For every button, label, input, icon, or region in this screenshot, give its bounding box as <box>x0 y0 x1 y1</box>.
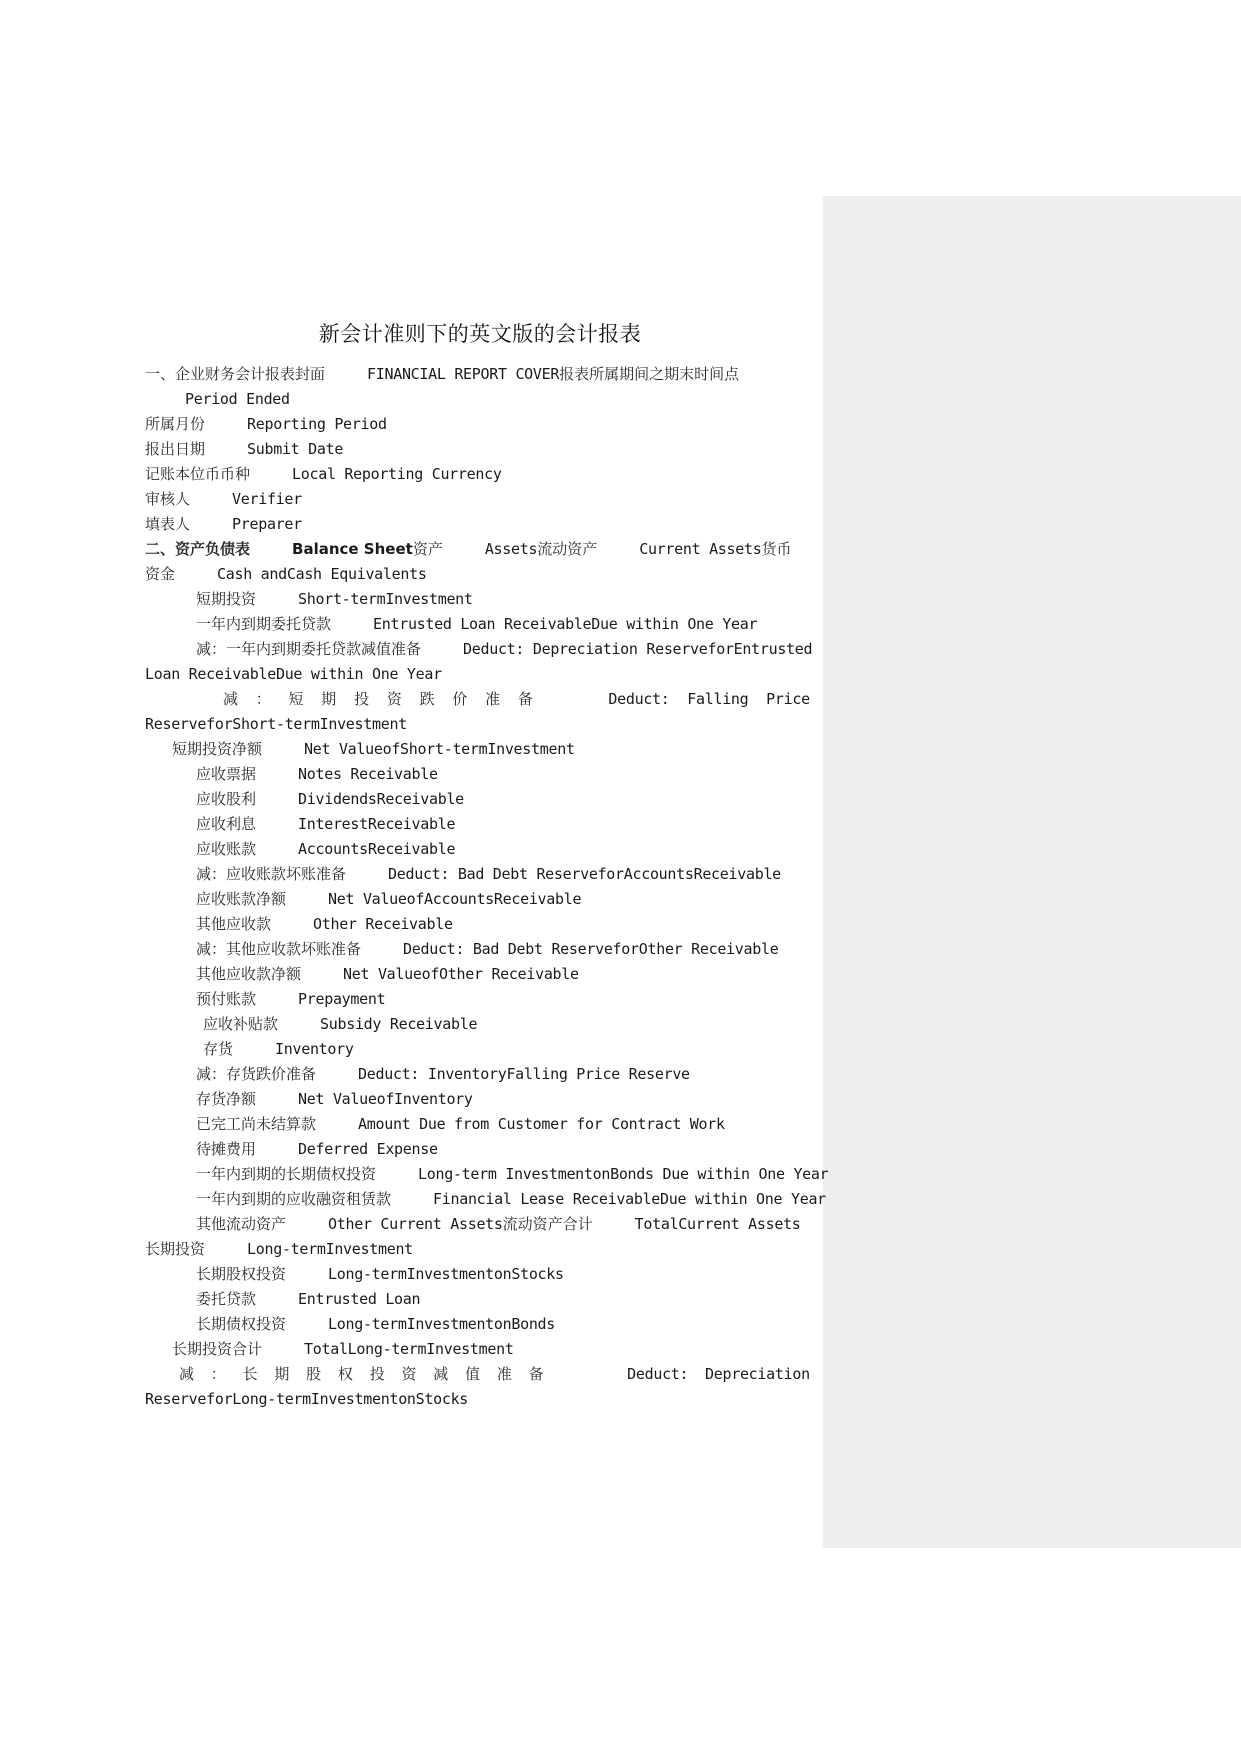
justified-char: 期 <box>321 690 337 708</box>
inventory-reserve-zh: 减：存货跌价准备 <box>196 1065 317 1083</box>
contract-work-zh: 已完工尚未结算款 <box>196 1115 317 1133</box>
justified-char: 投 <box>369 1365 385 1383</box>
lt-stocks-reserve-cont-line <box>145 1387 468 1412</box>
justified-char: 减 <box>433 1365 449 1383</box>
entrusted-loan-line <box>196 1287 420 1312</box>
total-lt-investment-line <box>172 1337 514 1362</box>
justified-char: 备 <box>528 1365 544 1383</box>
other-receivable-zh: 其他应收款 <box>196 915 272 933</box>
entrusted-loan-reserve-cont-en: Loan ReceivableDue within One Year <box>145 665 442 683</box>
verifier-line <box>145 487 302 512</box>
bonds-due-line <box>196 1162 828 1187</box>
inventory-reserve-en: Deduct: InventoryFalling Price Reserve <box>358 1065 690 1083</box>
interest-receivable-en: InterestReceivable <box>298 815 456 833</box>
bonds-due-zh: 一年内到期的长期债权投资 <box>196 1165 377 1183</box>
bad-debt-ar-line <box>196 862 781 887</box>
cover-period-zh: 报表所属期间之期末时间点 <box>559 365 740 383</box>
contract-work-en: Amount Due from Customer for Contract Work <box>358 1115 725 1133</box>
notes-receivable-en: Notes Receivable <box>298 765 438 783</box>
cash-zh-part1: 货币 <box>761 540 792 558</box>
justified-char: 价 <box>452 690 468 708</box>
submit-date-en: Submit Date <box>247 440 344 458</box>
net-ar-en: Net ValueofAccountsReceivable <box>328 890 582 908</box>
lease-due-en: Financial Lease ReceivableDue within One Year <box>433 1190 826 1208</box>
total-lt-investment-en: TotalLong-termInvestment <box>304 1340 514 1358</box>
long-term-investment-zh: 长期投资 <box>145 1240 206 1258</box>
interest-receivable-line <box>196 812 455 837</box>
inventory-zh: 存货 <box>203 1040 234 1058</box>
justified-char: ： <box>255 690 271 708</box>
lt-stocks-en: Long-termInvestmentonStocks <box>328 1265 564 1283</box>
submit-date-zh: 报出日期 <box>145 440 206 458</box>
net-ar-line <box>196 887 581 912</box>
accounts-receivable-zh: 应收账款 <box>196 840 257 858</box>
deferred-expense-line <box>196 1137 438 1162</box>
cash-en: Cash andCash Equivalents <box>217 565 427 583</box>
long-term-investment-en: Long-termInvestment <box>247 1240 413 1258</box>
entrusted-loan-due-line <box>196 612 757 637</box>
subsidy-zh: 应收补贴款 <box>203 1015 279 1033</box>
verifier-zh: 审核人 <box>145 490 191 508</box>
deferred-expense-zh: 待摊费用 <box>196 1140 257 1158</box>
net-short-term-line <box>172 737 575 762</box>
balance-sheet-en: Balance Sheet <box>292 540 413 558</box>
lt-stocks-line <box>196 1262 564 1287</box>
justified-char: 减 <box>223 690 239 708</box>
cash-line <box>145 562 427 587</box>
bad-debt-ar-zh: 减：应收账款坏账准备 <box>196 865 347 883</box>
justified-word: Price <box>766 690 810 708</box>
entrusted-loan-reserve-zh: 减：一年内到期委托贷款减值准备 <box>196 640 422 658</box>
preparer-line <box>145 512 302 537</box>
period-ended-line <box>185 387 290 412</box>
preparer-zh: 填表人 <box>145 515 191 533</box>
reporting-period-line <box>145 412 387 437</box>
entrusted-loan-en: Entrusted Loan <box>298 1290 421 1308</box>
entrusted-loan-due-en: Entrusted Loan ReceivableDue within One Year <box>373 615 758 633</box>
justified-word: Deduct: <box>608 690 670 708</box>
entrusted-loan-zh: 委托贷款 <box>196 1290 257 1308</box>
bad-debt-other-en: Deduct: Bad Debt ReserveforOther Receivable <box>403 940 779 958</box>
other-current-assets-zh: 其他流动资产 <box>196 1215 287 1233</box>
period-ended-en: Period Ended <box>185 390 290 408</box>
justified-char: 权 <box>337 1365 353 1383</box>
net-inventory-line <box>196 1087 473 1112</box>
net-other-line <box>196 962 579 987</box>
dividends-receivable-zh: 应收股利 <box>196 790 257 808</box>
dividends-receivable-en: DividendsReceivable <box>298 790 464 808</box>
contract-work-line <box>196 1112 725 1137</box>
lt-bonds-en: Long-termInvestmentonBonds <box>328 1315 556 1333</box>
justified-char: 期 <box>274 1365 290 1383</box>
lease-due-line <box>196 1187 826 1212</box>
net-short-term-en: Net ValueofShort-termInvestment <box>304 740 575 758</box>
justified-char: ： <box>210 1365 226 1383</box>
prepayment-line <box>196 987 385 1012</box>
net-short-term-zh: 短期投资净额 <box>172 740 263 758</box>
long-term-investment-line <box>145 1237 413 1262</box>
total-current-assets-en: TotalCurrent Assets <box>634 1215 801 1233</box>
interest-receivable-zh: 应收利息 <box>196 815 257 833</box>
balance-sheet-line <box>145 537 791 562</box>
short-term-investment-en: Short-termInvestment <box>298 590 473 608</box>
bonds-due-en: Long-term InvestmentonBonds Due within One Year <box>418 1165 829 1183</box>
page-title: 新会计准则下的英文版的会计报表 <box>318 322 642 346</box>
total-current-assets-zh: 流动资产合计 <box>502 1215 593 1233</box>
net-inventory-zh: 存货净额 <box>196 1090 257 1108</box>
balance-sheet-zh: 二、资产负债表 <box>145 540 251 558</box>
inventory-line <box>203 1037 354 1062</box>
net-inventory-en: Net ValueofInventory <box>298 1090 473 1108</box>
current-assets-en: Current Assets <box>639 540 762 558</box>
current-assets-zh: 流动资产 <box>537 540 598 558</box>
justified-char: 资 <box>401 1365 417 1383</box>
lt-stocks-reserve-cont-en: ReserveforLong-termInvestmentonStocks <box>145 1390 469 1408</box>
entrusted-loan-reserve-cont-line <box>145 662 442 687</box>
entrusted-loan-reserve-line <box>196 637 812 662</box>
justified-char: 投 <box>354 690 370 708</box>
other-current-assets-line <box>196 1212 801 1237</box>
justified-word: Deduct: <box>627 1365 689 1383</box>
other-current-assets-en: Other Current Assets <box>328 1215 503 1233</box>
other-receivable-line <box>196 912 453 937</box>
cash-zh-part2: 资金 <box>145 565 176 583</box>
justified-char: 股 <box>306 1365 322 1383</box>
preparer-en: Preparer <box>232 515 302 533</box>
reporting-period-en: Reporting Period <box>247 415 387 433</box>
deferred-expense-en: Deferred Expense <box>298 1140 438 1158</box>
lt-bonds-line <box>196 1312 555 1337</box>
prepayment-en: Prepayment <box>298 990 386 1008</box>
justified-char: 资 <box>386 690 402 708</box>
justified-char: 准 <box>496 1365 512 1383</box>
short-term-investment-line <box>196 587 473 612</box>
short-term-investment-zh: 短期投资 <box>196 590 257 608</box>
notes-receivable-zh: 应收票据 <box>196 765 257 783</box>
net-ar-zh: 应收账款净额 <box>196 890 287 908</box>
accounts-receivable-en: AccountsReceivable <box>298 840 456 858</box>
submit-date-line <box>145 437 343 462</box>
verifier-en: Verifier <box>232 490 302 508</box>
entrusted-loan-reserve-en: Deduct: Depreciation ReserveforEntrusted <box>463 640 813 658</box>
dividends-receivable-line <box>196 787 464 812</box>
lt-bonds-zh: 长期债权投资 <box>196 1315 287 1333</box>
currency-en: Local Reporting Currency <box>292 465 502 483</box>
bad-debt-other-line <box>196 937 778 962</box>
lt-stocks-reserve-line <box>179 1362 810 1387</box>
reporting-period-zh: 所属月份 <box>145 415 206 433</box>
currency-zh: 记账本位币币种 <box>145 465 251 483</box>
justified-char: 减 <box>179 1365 195 1383</box>
assets-zh: 资产 <box>412 540 443 558</box>
justified-char: 备 <box>517 690 533 708</box>
short-term-falling-line <box>223 687 810 712</box>
net-other-zh: 其他应收款净额 <box>196 965 302 983</box>
prepayment-zh: 预付账款 <box>196 990 257 1008</box>
bad-debt-ar-en: Deduct: Bad Debt ReserveforAccountsReceivable <box>388 865 781 883</box>
inventory-reserve-line <box>196 1062 690 1087</box>
subsidy-line <box>203 1012 477 1037</box>
lt-stocks-zh: 长期股权投资 <box>196 1265 287 1283</box>
total-lt-investment-zh: 长期投资合计 <box>172 1340 263 1358</box>
subsidy-en: Subsidy Receivable <box>320 1015 478 1033</box>
bad-debt-other-zh: 减：其他应收款坏账准备 <box>196 940 362 958</box>
short-term-falling-cont-en: ReserveforShort-termInvestment <box>145 715 407 733</box>
net-other-en: Net ValueofOther Receivable <box>343 965 579 983</box>
short-term-falling-cont-line <box>145 712 407 737</box>
accounts-receivable-line <box>196 837 455 862</box>
justified-word: Depreciation <box>705 1365 810 1383</box>
inventory-en: Inventory <box>275 1040 354 1058</box>
justified-char: 长 <box>242 1365 258 1383</box>
currency-line <box>145 462 502 487</box>
cover-heading-en: FINANCIAL REPORT COVER <box>367 365 560 383</box>
justified-char: 准 <box>485 690 501 708</box>
assets-en: Assets <box>484 540 538 558</box>
lease-due-zh: 一年内到期的应收融资租赁款 <box>196 1190 392 1208</box>
justified-char: 短 <box>288 690 304 708</box>
cover-heading-line <box>145 362 739 387</box>
justified-char: 值 <box>465 1365 481 1383</box>
entrusted-loan-due-zh: 一年内到期委托贷款 <box>196 615 332 633</box>
other-receivable-en: Other Receivable <box>313 915 453 933</box>
justified-char: 跌 <box>419 690 435 708</box>
justified-word: Falling <box>687 690 749 708</box>
cover-heading-zh: 一、企业财务会计报表封面 <box>145 365 326 383</box>
comment-pane <box>823 196 1241 1548</box>
notes-receivable-line <box>196 762 438 787</box>
